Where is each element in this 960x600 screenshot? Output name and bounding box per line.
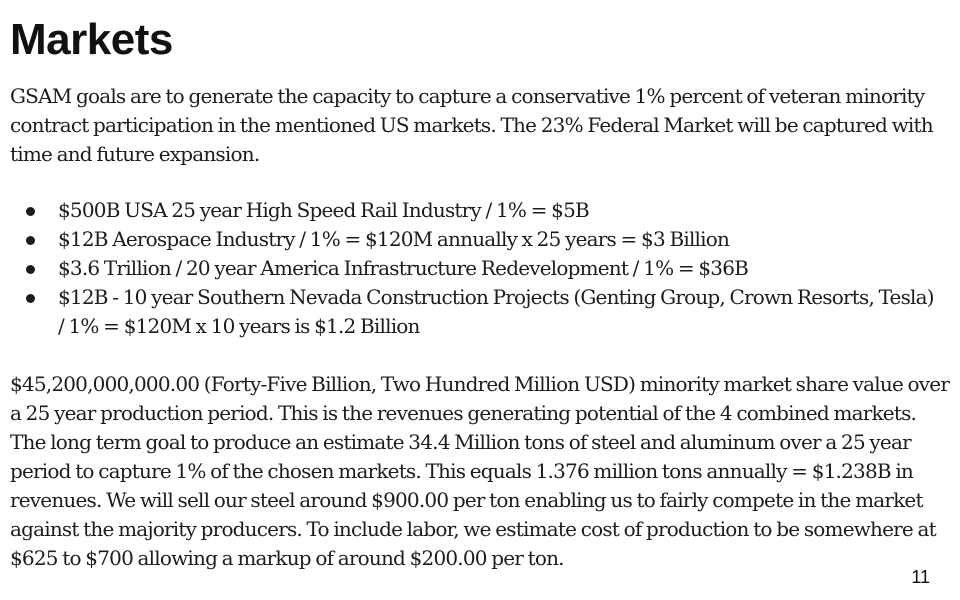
bullet-dot-icon: [26, 207, 35, 216]
market-bullet-list: [10, 196, 940, 341]
market-bullet-text: $500B USA 25 year High Speed Rail Industry / 1% = $5B: [58, 198, 589, 222]
bullet-dot-icon: [26, 294, 35, 303]
bullet-dot-icon: [26, 265, 35, 274]
page-number: 11: [911, 567, 930, 587]
slide-title: Markets: [10, 15, 173, 64]
summary-paragraph: $45,200,000,000.00 (Forty-Five Billion, Two Hundred Million USD) minority market share value over a 25 year production period. This is the revenues generating potential of the 4 combined markets. The long term goal to produce an estimate 34.4 Million tons of steel and aluminum over a 25 year period to capture 1% of the chosen markets. This equals 1.376 million tons annually = $1.238B in revenues. We will sell our steel around $900.00 per ton enabling us to fairly compete in the market against the majority producers. To include labor, we estimate cost of production to be somewhere at $625 to $700 allowing a markup of around $200.00 per ton.: [10, 372, 950, 570]
market-bullet-item: [10, 254, 940, 283]
market-bullet-text: $12B Aerospace Industry / 1% = $120M annually x 25 years = $3 Billion: [58, 227, 730, 251]
market-bullet-text: $12B - 10 year Southern Nevada Construction Projects (Genting Group, Crown Resorts, Tesla) / 1% = $120M x 10 years is $1.2 Billion: [58, 285, 934, 338]
market-bullet-text: $3.6 Trillion / 20 year America Infrastructure Redevelopment / 1% = $36B: [58, 256, 749, 280]
bullet-dot-icon: [26, 236, 35, 245]
market-bullet-item: [10, 225, 940, 254]
market-bullet-item: [10, 283, 940, 341]
intro-paragraph: GSAM goals are to generate the capacity to capture a conservative 1% percent of veteran minority contract participation in the mentioned US markets. The 23% Federal Market will be captured with time and future expansion.: [10, 84, 933, 166]
market-bullet-item: [10, 196, 940, 225]
